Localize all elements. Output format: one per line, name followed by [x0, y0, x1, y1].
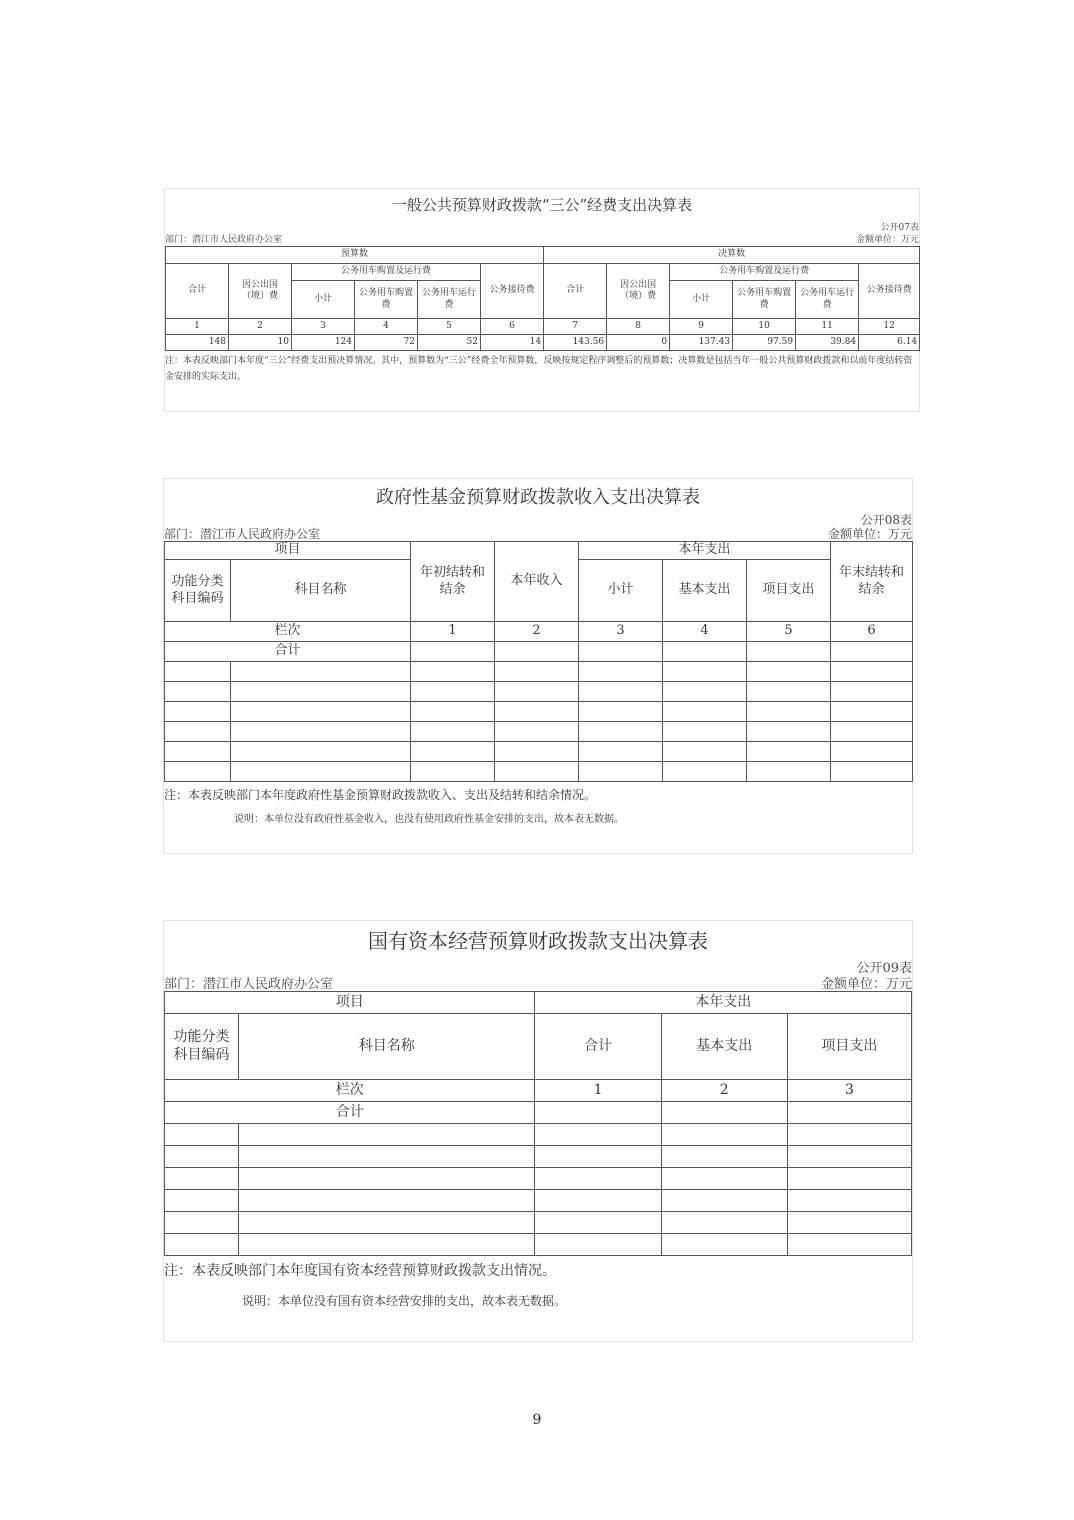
- table1-h-reception-2: 公务接待费: [859, 264, 920, 319]
- table-row: [165, 742, 913, 762]
- table2-row-label: 栏次: [165, 622, 411, 642]
- table2-colnum: 4: [663, 622, 747, 642]
- table3-dept: 部门：潜江市人民政府办公室: [164, 977, 334, 992]
- table1-h-purchase-2: 公务用车购置费: [733, 281, 796, 319]
- table-row: [165, 722, 913, 742]
- table2-dept: 部门：潜江市人民政府办公室: [164, 527, 321, 541]
- table1-h-operation-2: 公务用车运行费: [796, 281, 859, 319]
- table3-h-basic: 基本支出: [661, 1014, 787, 1080]
- page-number: 9: [532, 1412, 542, 1428]
- table1-value: 14: [481, 335, 544, 351]
- table1-h-subtotal: 小计: [292, 281, 355, 319]
- table2-remark: 说明：本单位没有政府性基金收入，也没有使用政府性基金安排的支出，故本表无数据。: [234, 814, 624, 825]
- table1-colnum: 11: [796, 319, 859, 335]
- table1-colnum: 1: [166, 319, 229, 335]
- table1-value: 137.43: [670, 335, 733, 351]
- table2-h-expense: 本年支出: [579, 542, 831, 560]
- table-row: [165, 682, 913, 702]
- table1-h-subtotal-2: 小计: [670, 281, 733, 319]
- table2-colnum: 6: [831, 622, 913, 642]
- table1-colnum-row: [166, 319, 920, 335]
- table1-h-vehicle-2: 公务用车购置及运行费: [670, 264, 859, 281]
- table1-code: 公开07表: [880, 223, 919, 233]
- table1-colnum: 4: [355, 319, 418, 335]
- table1-value: 6.14: [859, 335, 920, 351]
- table2-h-item: 项目: [165, 542, 411, 560]
- table-row: [165, 762, 913, 782]
- table1-unit: 金额单位：万元: [855, 235, 919, 245]
- table2-section: [163, 478, 913, 854]
- table3-section: [163, 920, 913, 1342]
- table3-row-label: 栏次: [165, 1080, 535, 1102]
- table3-h-code: 功能分类科目编码: [165, 1014, 239, 1080]
- table-row: [165, 1212, 912, 1234]
- table2-note: 注：本表反映部门本年度政府性基金预算财政拨款收入、支出及结转和结余情况。: [164, 788, 597, 802]
- table-row: [165, 1168, 912, 1190]
- table3-colnum: 2: [661, 1080, 787, 1102]
- table-row: [165, 1146, 912, 1168]
- table3-h-project: 项目支出: [787, 1014, 911, 1080]
- table2-title: 政府性基金预算财政拨款收入支出决算表: [376, 487, 700, 508]
- table3-colnum: 1: [535, 1080, 661, 1102]
- table1-h-reception: 公务接待费: [481, 264, 544, 319]
- table3-remark: 说明：本单位没有国有资本经营安排的支出，故本表无数据。: [242, 1294, 567, 1308]
- table2-total-row: [165, 642, 913, 662]
- table3-colnum-row: [165, 1080, 912, 1102]
- table1-h-abroad: 因公出国（境）费: [229, 264, 292, 319]
- table1-final-group: 决算数: [544, 247, 920, 264]
- table-row: [165, 1190, 912, 1212]
- table2-h-basic: 基本支出: [663, 560, 747, 622]
- table3-total-row: [165, 1102, 912, 1124]
- table1-h-vehicle: 公务用车购置及运行费: [292, 264, 481, 281]
- table1-value: 97.59: [733, 335, 796, 351]
- table2-colnum-row: [165, 622, 913, 642]
- table1-budget-group: 预算数: [166, 247, 544, 264]
- table1-colnum: 7: [544, 319, 607, 335]
- table2-colnum: 2: [495, 622, 579, 642]
- table1-colnum: 5: [418, 319, 481, 335]
- table2-h-begin: 年初结转和结余: [411, 542, 495, 622]
- table3-colnum: 3: [787, 1080, 911, 1102]
- table1-colnum: 2: [229, 319, 292, 335]
- table1-value: 148: [166, 335, 229, 351]
- table1-colnum: 10: [733, 319, 796, 335]
- table-row: [165, 1234, 912, 1256]
- table1-colnum: 3: [292, 319, 355, 335]
- table1-value: 143.56: [544, 335, 607, 351]
- table-row: [165, 702, 913, 722]
- table1-value: 124: [292, 335, 355, 351]
- table2-code: 公开08表: [860, 513, 912, 527]
- table1-grid: [165, 246, 920, 351]
- table1-value: 39.84: [796, 335, 859, 351]
- table2-unit: 金额单位：万元: [827, 527, 912, 541]
- table1-value: 52: [418, 335, 481, 351]
- table1-h-total-2: 合计: [544, 264, 607, 319]
- table1-note: 注：本表反映部门本年度“三公”经费支出预决算情况。其中，预算数为“三公”经费全年预算数，反映按规定程序调整后的预算数；决算数是包括当年一般公共预算财政拨款和以前年度结转资金安排的实际支出。: [165, 356, 913, 382]
- table2-h-subtotal: 小计: [579, 560, 663, 622]
- table1-h-abroad-2: 因公出国（境）费: [607, 264, 670, 319]
- table2-colnum: 5: [747, 622, 831, 642]
- table-row: [165, 1124, 912, 1146]
- table2-colnum: 3: [579, 622, 663, 642]
- table2-h-end: 年末结转和结余: [831, 542, 913, 622]
- table2-grid: [164, 541, 913, 782]
- table-row: [165, 662, 913, 682]
- table1-value: 0: [607, 335, 670, 351]
- table1-colnum: 12: [859, 319, 920, 335]
- table3-unit: 金额单位：万元: [820, 977, 912, 992]
- table2-h-code: 功能分类科目编码: [165, 560, 231, 622]
- table1-title: 一般公共预算财政拨款“三公”经费支出决算表: [391, 196, 693, 214]
- table3-h-item: 项目: [165, 992, 535, 1014]
- table3-h-total: 合计: [535, 1014, 661, 1080]
- table3-h-name: 科目名称: [239, 1014, 535, 1080]
- table1-value-row: [166, 335, 920, 351]
- table1-value: 10: [229, 335, 292, 351]
- table3-code: 公开09表: [856, 961, 912, 976]
- table1-colnum: 9: [670, 319, 733, 335]
- table1-h-total: 合计: [166, 264, 229, 319]
- table1-colnum: 6: [481, 319, 544, 335]
- table1-colnum: 8: [607, 319, 670, 335]
- table1-value: 72: [355, 335, 418, 351]
- table3-total-label: 合计: [165, 1102, 535, 1124]
- table1-dept: 部门：潜江市人民政府办公室: [165, 235, 283, 245]
- table3-title: 国有资本经营预算财政拨款支出决算表: [368, 929, 708, 953]
- table3-h-expense: 本年支出: [535, 992, 912, 1014]
- table1-h-purchase: 公务用车购置费: [355, 281, 418, 319]
- table2-colnum: 1: [411, 622, 495, 642]
- table2-h-income: 本年收入: [495, 542, 579, 622]
- table2-h-name: 科目名称: [231, 560, 411, 622]
- table3-grid: [164, 991, 912, 1256]
- table2-h-project: 项目支出: [747, 560, 831, 622]
- table2-total-label: 合计: [165, 642, 411, 662]
- table1-section: [164, 188, 920, 412]
- table1-h-operation: 公务用车运行费: [418, 281, 481, 319]
- table3-note: 注：本表反映部门本年度国有资本经营预算财政拨款支出情况。: [164, 1263, 556, 1279]
